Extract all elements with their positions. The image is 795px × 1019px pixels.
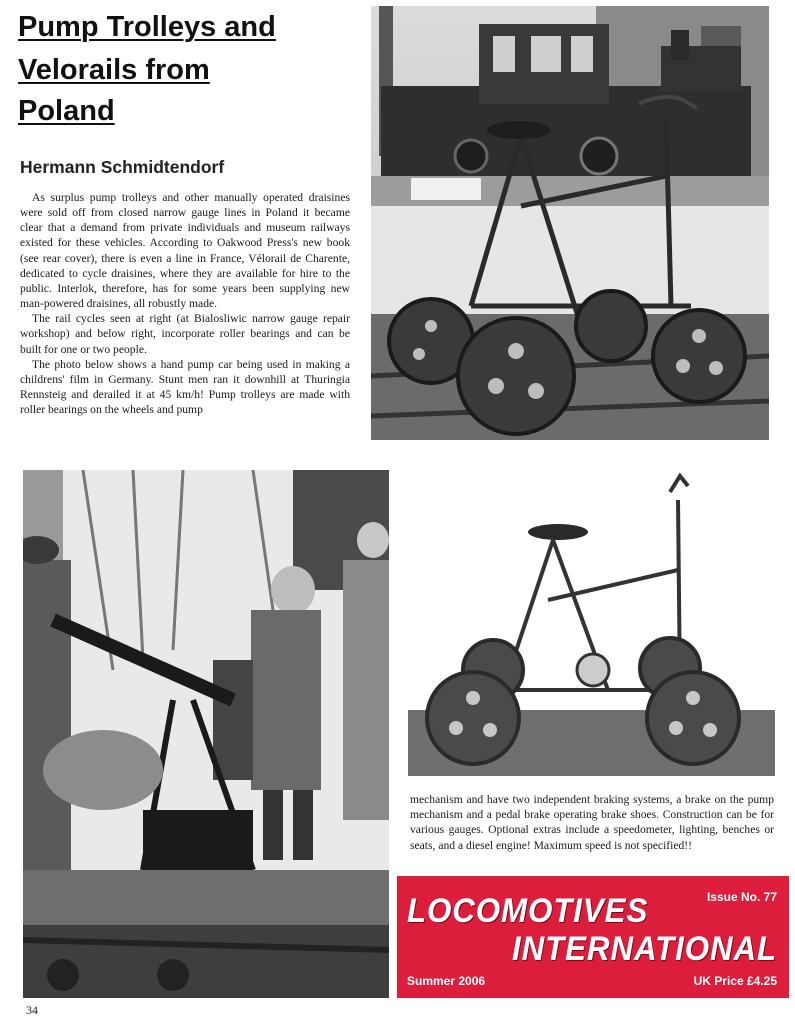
author-byline: Hermann Schmidtendorf [20,157,225,177]
ad-season: Summer 2006 [407,974,486,988]
ad-issue-number: Issue No. 77 [706,890,777,904]
article-title-line-2: Velorails from [18,54,210,86]
paragraph-1: As surplus pump trolleys and other manually operated draisines were sold off from closed narrow gauge lines in Poland it became clear that a demand from private individuals and museum railways existed for these vehicles. According to Oakwood Press's new book (see rear cover), there is even a line in France, Vélorail de Charente, dedicated to cycle draisines, where they are available for hire to the public. Interlok, therefore, has for some years been supplying new man-powered draisines, all robustly made. [20,191,350,311]
page-number: 34 [26,1003,38,1017]
article-title-line-3: Poland [18,95,115,127]
article-title-line-1: Pump Trolleys and [18,11,276,43]
article-continuation: mechanism and have two independent braking systems, a brake on the pump mechanism and a pedal brake operating brake shoes. Construction can be for various gauges. Optional extras include a speedometer, lighting, benches or seats, and a diesel engine! Maximum speed is not specified!! [410,793,774,852]
ad-brand-line-1: LOCOMOTIVES [407,892,649,930]
ad-brand-line-2: INTERNATIONAL [512,930,778,968]
photo-rail-cycle-workshop [371,6,769,440]
photo-rail-cycle-studio [408,470,775,776]
photo-hand-pump-car-film [23,470,389,998]
paragraph-2: The rail cycles seen at right (at Bialosliwic narrow gauge repair workshop) and below right, incorporate roller bearings and can be built for one or two people. [20,312,350,356]
ad-price: UK Price £4.25 [693,974,777,988]
article-body [20,190,350,417]
paragraph-3: The photo below shows a hand pump car being used in making a childrens' film in Germany. Stunt men ran it downhill at Thuringia Rennsteig and derailed it at 45 km/h! Pump trolleys are made with roller bearings on the wheels and pump [20,357,350,417]
magazine-advert[interactable] [397,876,789,998]
